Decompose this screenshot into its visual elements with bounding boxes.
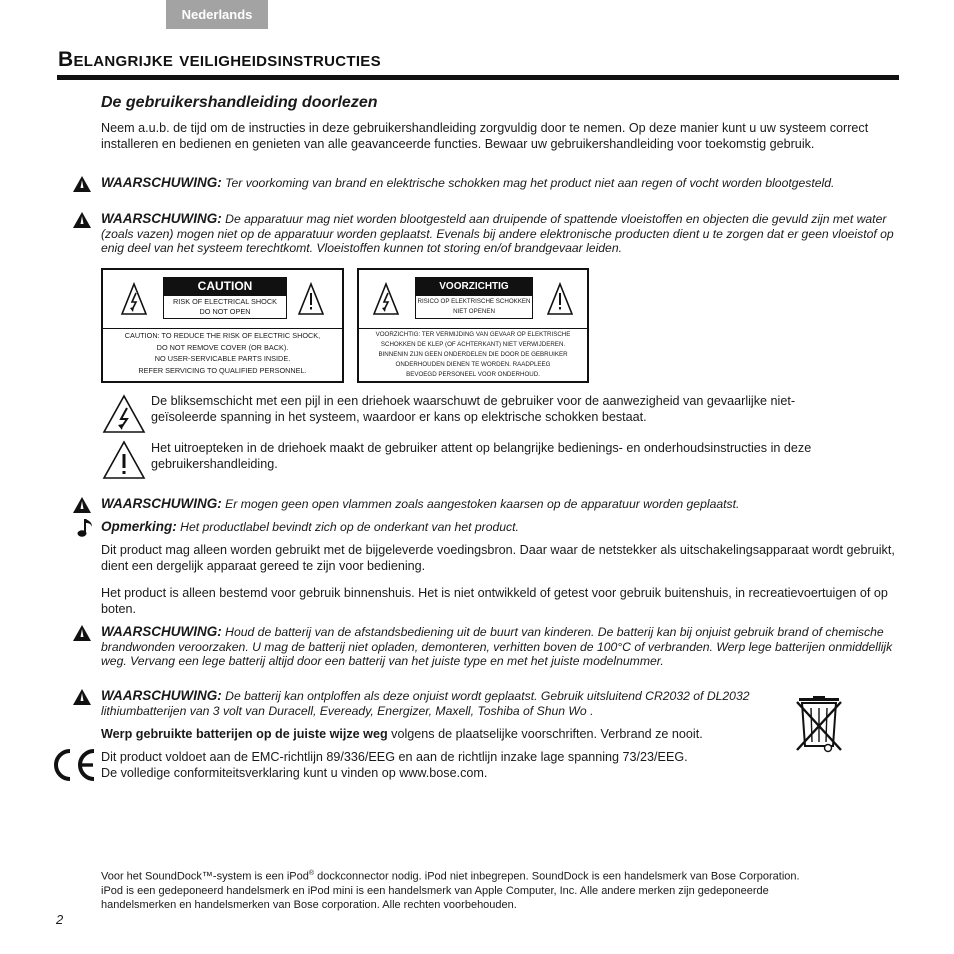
page-title: Belangrijke veiligheidsinstructies <box>58 48 381 71</box>
intro-paragraph: Neem a.u.b. de tijd om de instructies in deze gebruikershandleiding zorgvuldig door te nemen. Op deze manier kunt u uw systeem correct installeren en bedienen en genieten van alle geavanceerde functies. Bewaar uw gebruikershandleiding voor toekomstig gebruik. <box>101 121 869 151</box>
disposal-lead: Werp gebruikte batterijen op de juiste wijze weg <box>101 727 388 741</box>
label-line: BINNENIN ZIJN GEEN ONDERDELEN DIE DOOR DE GEBRUIKER <box>378 351 568 358</box>
label-subheading <box>415 295 533 319</box>
trademark-footnote <box>101 867 901 912</box>
warning-triangle-icon <box>73 625 91 641</box>
footnote-line-3: handelsmerken en handelsmerken van Bose corporation. Alle rechten voorbehouden. <box>101 898 517 911</box>
label-sub-line: NIET OPENEN <box>453 308 495 315</box>
warning-label: WAARSCHUWING: <box>101 688 222 703</box>
exclamation-explanation: Het uitroepteken in de driehoek maakt de gebruiker attent op belangrijke bedienings- en onderhoudsinstructies in deze gebruikershandleiding. <box>151 441 812 471</box>
music-note-icon <box>77 518 95 538</box>
warning-triangle-icon <box>73 212 91 228</box>
label-line: BEVOEGD PERSONEEL VOOR ONDERHOUD. <box>406 371 540 378</box>
warning-text: De batterij kan ontploffen als deze onjuist wordt geplaatst. Gebruik uitsluitend CR2032 of DL2032 lithiumbatterijen van 3 volt van Duracell, Eveready, Energizer, Maxell, Toshiba of Shun Wo . <box>101 689 750 718</box>
warning-label: WAARSCHUWING: <box>101 496 222 511</box>
label-line: NO USER-SERVICABLE PARTS INSIDE. <box>154 354 291 363</box>
title-rule <box>57 75 899 80</box>
crossed-out-bin-icon <box>795 696 843 754</box>
label-body <box>363 330 583 380</box>
label-sub-line: RISICO OP ELEKTRISCHE SCHOKKEN <box>417 298 531 305</box>
warning-label: WAARSCHUWING: <box>101 175 222 190</box>
label-line: VOORZICHTIG: TER VERMIJDING VAN GEVAAR OP ELEKTRISCHE <box>375 331 571 338</box>
lightning-triangle-icon <box>373 282 399 316</box>
page-number: 2 <box>56 912 64 927</box>
label-sub-line: RISK OF ELECTRICAL SHOCK <box>173 297 277 306</box>
exclamation-triangle-icon <box>102 440 146 480</box>
warning-triangle-icon <box>73 497 91 513</box>
warning-triangle-icon <box>73 689 91 705</box>
warning-5 <box>101 689 791 718</box>
label-line: REFER SERVICING TO QUALIFIED PERSONNEL. <box>138 365 307 375</box>
note <box>101 520 896 535</box>
disposal-rest: volgens de plaatselijke voorschriften. Verbrand ze nooit. <box>387 727 703 741</box>
exclamation-triangle-icon <box>547 282 573 316</box>
warning-text: Er mogen geen open vlammen zoals aangestoken kaarsen op de apparatuur worden geplaatst. <box>225 497 740 511</box>
warning-text: Ter voorkoming van brand en elektrische schokken mag het product niet aan regen of vocht worden blootgesteld. <box>225 176 835 190</box>
lightning-triangle-icon <box>121 282 147 316</box>
exclamation-triangle-icon <box>298 282 324 316</box>
caution-label-dutch <box>357 268 589 383</box>
indoor-paragraph: Het product is alleen bestemd voor gebruik binnenshuis. Het is niet ontwikkeld of getest voor gebruik buitenshuis, in recreatievoertuigen of op boten. <box>101 586 888 616</box>
warning-4 <box>101 625 896 669</box>
caution-label-english <box>101 268 344 383</box>
warning-text: Houd de batterij van de afstandsbediening uit de buurt van kinderen. De batterij kan bij onjuist gebruik brand of chemische brandwonden veroorzaken. U mag de batterij niet opladen, demonteren, verhitten boven de 100°C of verbranden. Werp lege batterijen onmiddellijk weg. Vervang een lege batterij altijd door een batterij van het juiste type en met het juiste modelnummer. <box>101 625 893 668</box>
lightning-explanation: De bliksemschicht met een pijl in een driehoek waarschuwt de gebruiker voor de aanwezigheid van gevaarlijke niet-geïsoleerde spanning in het systeem, waardoor er kans op elektrische schokken bestaat. <box>151 394 796 424</box>
warning-text: De apparatuur mag niet worden blootgesteld aan druipende of spattende vloeistoffen en objecten die gevuld zijn met water (zoals vazen) mogen niet op de apparatuur worden geplaatst. Evenals bij andere elektronische producten dient u te zorgen dat er geen vloeistof op enig deel van het systeem terechtkomt. Vloeistoffen kunnen tot storing en/of brandgevaar leiden. <box>101 212 894 255</box>
ce-mark-icon <box>48 748 98 782</box>
warning-3 <box>101 497 896 512</box>
footnote-line-2: iPod is een gedeponeerd handelsmerk en iPod mini is een handelsmerk van Apple Computer, Inc. Alle andere merken zijn gedeponeerde <box>101 884 769 897</box>
label-body <box>107 330 338 376</box>
lightning-triangle-icon <box>102 394 146 434</box>
footnote-part-2: dockconnector nodig. iPod niet inbegrepen. SoundDock is een handelsmerk van Bose Corporation. <box>314 870 800 883</box>
language-tab: Nederlands <box>166 0 268 29</box>
warning-1 <box>101 176 896 191</box>
battery-disposal-paragraph <box>101 727 891 743</box>
label-line: DO NOT REMOVE COVER (OR BACK). <box>156 342 289 352</box>
label-line: CAUTION: TO REDUCE THE RISK OF ELECTRIC SHOCK, <box>124 331 321 340</box>
note-label: Opmerking: <box>101 519 177 534</box>
label-subheading <box>163 295 287 319</box>
warning-2 <box>101 212 896 256</box>
section-heading: De gebruikershandleiding doorlezen <box>101 94 378 111</box>
warning-label: WAARSCHUWING: <box>101 624 222 639</box>
warning-label: WAARSCHUWING: <box>101 211 222 226</box>
label-line: ONDERHOUDEN DIENEN TE WORDEN. RAADPLEEG <box>395 361 551 368</box>
ce-line-2: De volledige conformiteitsverklaring kunt u vinden op www.bose.com. <box>101 765 488 780</box>
power-paragraph: Dit product mag alleen worden gebruikt met de bijgeleverde voedingsbron. Daar waar de netstekker als uitschakelingsapparaat wordt gebruikt, dient een dergelijk apparaat gereed te zijn voor bediening. <box>101 543 895 573</box>
label-heading: CAUTION <box>163 277 287 295</box>
footnote-part-1: Voor het SoundDock™-system is een iPod <box>101 870 309 883</box>
warning-triangle-icon <box>73 176 91 192</box>
label-top <box>359 270 587 329</box>
ce-line-1: Dit product voldoet aan de EMC-richtlijn 89/336/EEG en aan de richtlijn inzake lage spanning 73/23/EEG. <box>101 750 688 764</box>
label-top <box>103 270 342 329</box>
label-sub-line: DO NOT OPEN <box>199 307 251 316</box>
ce-paragraph <box>101 750 891 781</box>
label-heading: VOORZICHTIG <box>415 277 533 295</box>
label-line: SCHOKKEN DE KLEP (OF ACHTERKANT) NIET VERWIJDEREN. <box>380 341 566 348</box>
note-text: Het productlabel bevindt zich op de onderkant van het product. <box>180 520 519 534</box>
registered-mark: ® <box>308 870 315 877</box>
